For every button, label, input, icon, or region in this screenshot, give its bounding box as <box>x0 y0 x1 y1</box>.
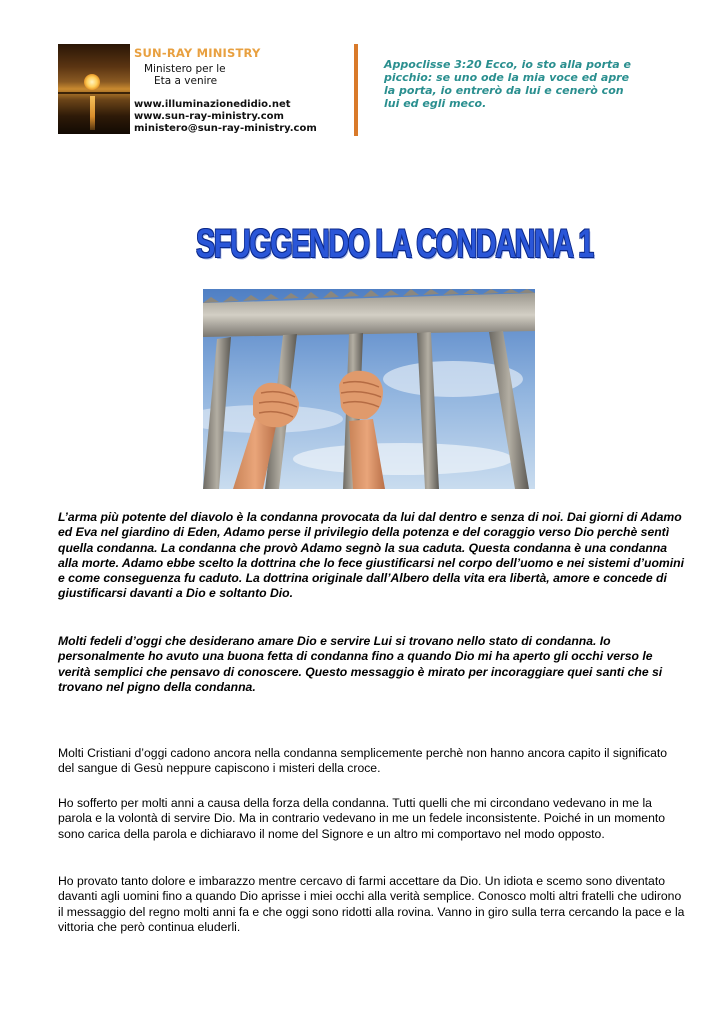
body-paragraph: Ho sofferto per molti anni a causa della forza della condanna. Tutti quelli che mi circondano vedevano in me la parola e la volontà di servire Dio. Ma in contrario vedevano in me un fedele inconsistente. Poiché in un momento sono carica della parola e dichiaravo il nome del Signore e un altro mi comportavo nel modo opposto. <box>58 796 666 841</box>
prison-bars-photo <box>203 289 535 489</box>
sunset-logo-image <box>58 44 130 134</box>
website-link[interactable]: www.illuminazionedidio.net <box>134 99 291 110</box>
page-title: SFUGGENDO LA CONDANNA 1 <box>196 222 593 266</box>
ministry-subtitle <box>144 63 226 87</box>
intro-paragraph: L’arma più potente del diavolo è la condanna provocata da lui dal dentro e senza di noi. Dai giorni di Adamo ed Eva nel giardino di Eden, Adamo perse il privilegio della potenza e del coraggio verso Dio perchè sentì quella condanna. La condanna che provò Adamo segnò la sua caduta. Questa condanna è una condanna alla morte. Adamo ebbe scelto la dottrina che lo fece giustificarsi nel corpo dell’uomo e nei sistemi d’uomini e come conseguenza fu caduto. La dottrina originale dall’Albero della vita era libertà, amore e concede di giustificarsi davanti a Dio e soltanto Dio. <box>58 510 684 601</box>
body-paragraph: Ho provato tanto dolore e imbarazzo mentre cercavo di farmi accettare da Dio. Un idiota e scemo sono diventato davanti agli uomini fino a quando Dio aprisse i miei occhi alla verità semplice. Conosco molti altri fratelli che udirono il messaggio del regno molti anni fa e che oggi sono ridotti alla rovina. Vanno in giro sulla terra cercando la pace e la vittoria che però continua eluderli. <box>58 874 685 934</box>
horizon-line <box>58 92 130 94</box>
ministry-subtitle-line2: Eta a venire <box>154 75 218 87</box>
body-paragraph: Molti Cristiani d’oggi cadono ancora nella condanna semplicemente perchè non hanno ancora capito il significato del sangue di Gesù neppure capiscono i misteri della croce. <box>58 746 668 776</box>
website-link[interactable]: www.sun-ray-ministry.com <box>134 111 284 122</box>
prison-bars-illustration <box>203 289 535 489</box>
ministry-header <box>58 44 678 138</box>
sun-reflection <box>90 96 95 130</box>
email-link[interactable]: ministero@sun-ray-ministry.com <box>134 123 317 134</box>
sun-icon <box>84 74 100 90</box>
header-divider <box>354 44 358 136</box>
contact-list <box>134 99 317 135</box>
ministry-name: SUN-RAY MINISTRY <box>134 46 261 60</box>
cloud <box>293 443 513 475</box>
ministry-subtitle-line1: Ministero per le <box>144 63 226 75</box>
bible-verse: Appoclisse 3:20 Ecco, io sto alla porta e picchio: se uno ode la mia voce ed apre la porta, io entrerò da lui e cenerò con lui ed egli meco. <box>384 58 631 110</box>
intro-paragraph: Molti fedeli d’oggi che desiderano amare Dio e servire Lui si trovano nello stato di condanna. Io personalmente ho avuto una buona fetta di condanna fino a quando Dio mi ha aperto gli occhi verso le verità semplici che pensavo di conoscere. Questo messaggio è mirato per incoraggiare quei santi che si trovano nel pigno della condanna. <box>58 634 663 694</box>
